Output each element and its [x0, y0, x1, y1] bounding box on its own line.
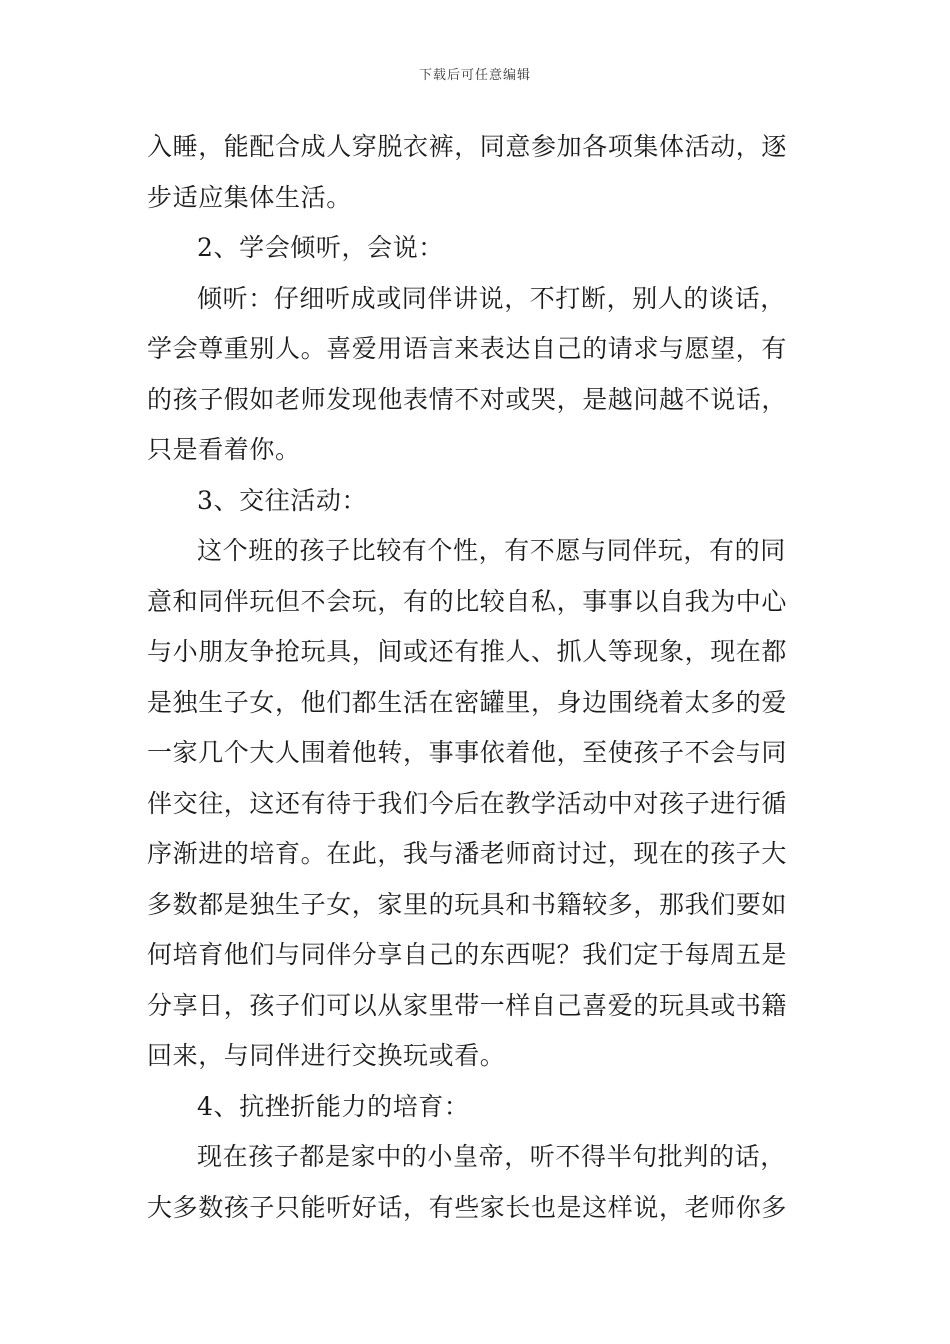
document-body	[147, 122, 807, 1233]
text-line: 多数都是独生子女，家里的玩具和书籍较多，那我们要如	[147, 889, 788, 919]
text-line: 步适应集体生活。	[147, 182, 352, 212]
text-line: 4、抗挫折能力的培育：	[197, 1091, 470, 1121]
text-line: 只是看着你。	[147, 435, 301, 464]
text-line: 这个班的孩子比较有个性，有不愿与同伴玩，有的同	[197, 536, 786, 565]
text-line: 一家几个大人围着他转，事事依着他，至使孩子不会与同	[147, 738, 788, 767]
text-line: 2、学会倾听，会说：	[197, 233, 444, 262]
text-line: 3、交往活动：	[197, 485, 368, 515]
page-header: 下载后可任意编辑	[418, 68, 531, 83]
text-line: 入睡，能配合成人穿脱衣裤，同意参加各项集体活动，逐	[147, 132, 788, 161]
text-line: 意和同伴玩但不会玩，有的比较自私，事事以自我为中心	[147, 586, 788, 616]
text-line: 分享日，孩子们可以从家里带一样自己喜爱的玩具或书籍	[147, 990, 788, 1020]
text-line: 与小朋友争抢玩具，间或还有推人、抓人等现象，现在都	[147, 637, 788, 666]
text-line: 现在孩子都是家中的小皇帝，听不得半句批判的话，	[197, 1142, 786, 1171]
text-line: 回来，与同伴进行交换玩或看。	[147, 1041, 506, 1070]
text-line: 倾听：仔细听成或同伴讲说，不打断，别人的谈话，	[197, 283, 786, 313]
text-line: 学会尊重别人。喜爱用语言来表达自己的请求与愿望，有	[147, 334, 788, 363]
text-line: 是独生子女，他们都生活在密罐里，身边围绕着太多的爱	[147, 687, 788, 717]
text-line: 伴交往，这还有待于我们今后在教学活动中对孩子进行循	[147, 788, 788, 818]
text-line: 大多数孩子只能听好话，有些家长也是这样说，老师你多	[147, 1192, 788, 1222]
text-line: 何培育他们与同伴分享自己的东西呢？我们定于每周五是	[147, 940, 788, 969]
text-line: 的孩子假如老师发现他表情不对或哭，是越问越不说话，	[147, 384, 788, 414]
text-line: 序渐进的培育。在此，我与潘老师商讨过，现在的孩子大	[147, 839, 788, 868]
